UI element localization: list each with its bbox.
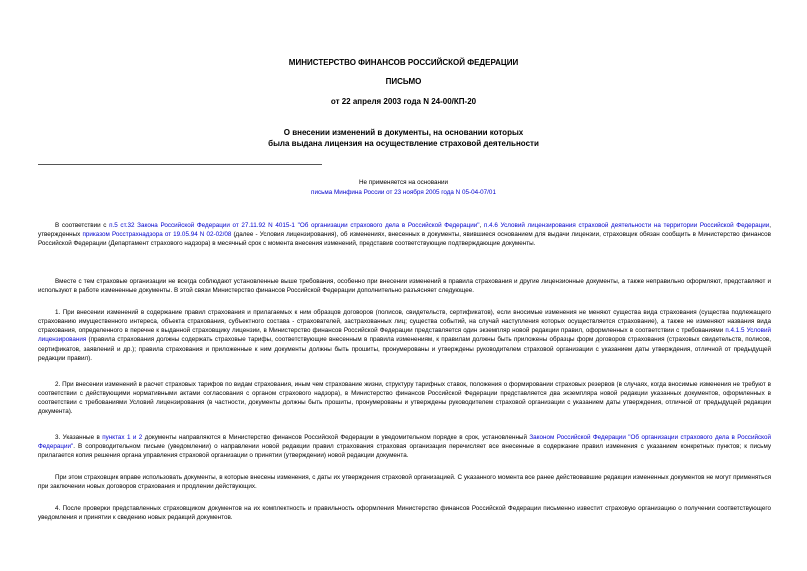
licensing-conditions-link[interactable]: п.4.6 Условий лицензирования страховой деятельности на территории Российской Федерации bbox=[483, 222, 770, 229]
status-note-text: Не применяется на основании bbox=[358, 179, 448, 186]
document-type: ПИСЬМО bbox=[385, 77, 422, 86]
paragraph-item-4: 4. После проверки представленных страховщиком документов на их комплектность и правильность оформления Министерство финансов Российской Федерации письменно известит страховую организацию о получении соответствующего уведомления и принятии к сведению новых редакций документов. bbox=[38, 505, 771, 522]
paragraph-clarification: Вместе с тем страховые организации не всегда соблюдают установленные выше требования, особенно при внесении изменений в правила страхования и другие лицензионные документы, а также неправильно оформляют, представляют и используют в работе измененные документы. В этой связи Министерство финансов Российской Федерации дополнительно разъясняет следующее. bbox=[38, 278, 771, 295]
ministry-heading: МИНИСТЕРСТВО ФИНАНСОВ РОССИЙСКОЙ ФЕДЕРАЦИИ bbox=[288, 58, 519, 67]
paragraph-item-2: 2. При внесении изменений в расчет страховых тарифов по видам страхования, иным чем страхование жизни, структуру тарифных ставок, положения о формировании страховых резервов (в случаях, когда вносимые изменения не требуют в соответствии с действующими нормативными актами согласования с органом страхового надзора), в Министерство финансов Российской Федерации представляется два экземпляра новой редакции указанных документов, оформленных в соответствии с требованиями Условий лицензирования (в частности, документы должны быть прошиты, пронумерованы и утверждены руководителем страховой организации с указанием даты утверждения, отличной от предыдущей редакции документа). bbox=[38, 381, 771, 416]
document-date-number: от 22 апреля 2003 года N 24-00/КП-20 bbox=[330, 97, 477, 106]
items-link[interactable]: пунктах 1 и 2 bbox=[102, 434, 143, 441]
paragraph-item-3: 3. Указанные в пунктах 1 и 2 документы направляются в Министерство финансов Российской Федерации в уведомительном порядке в срок, установленный Законом Российской Федерации "Об организации страхового дела в Российской Федерации". В сопроводительном письме (уведомлении) о направлении новой редакции правил страхования страховая организация перечисляет все внесенные в содержание правил изменения с указанием конкретных пунктов; к письму прилагается копия решения органа управления страховой организации о принятии (утверждении) новой редакции документа. bbox=[38, 434, 771, 460]
status-note-link-text[interactable]: письма Минфина России от 23 ноября 2005 года N 05-04-07/01 bbox=[311, 189, 496, 196]
document-title-line-2: была выдана лицензия на осуществление страховой деятельности bbox=[268, 139, 539, 148]
paragraph-item-1: 1. При внесении изменений в содержание правил страхования и прилагаемых к ним образцов договоров (полисов, свидетельств, сертификатов), если вносимые изменения не меняют существа вида страхования (существа подлежащего страхованию имущественного интереса, объекта страхования, субъектного состава - страхователей, застрахованных лиц; существа событий, на случай наступления которых осуществляется страхование), а также не изменяют названия вида страхования, определенного в перечне к выданной страховщику лицензии, в Министерство финансов Российской Федерации представляется один экземпляр новой редакции правил, оформленных в соответствии с требованиями п.4.1.5 Условий лицензирования (правила страхования должны содержать страховые тарифы, соответствующие внесенным в правила изменениям, к правилам должны быть приложены образцы форм договоров страхования (страховых свидетельств, полисов, сертификатов, заявлений и др.); правила страхования и приложенные к ним документы должны быть прошиты, пронумерованы и утверждены руководителем страховой организации с указанием даты утверждения, отличной от предыдущей редакции правил). bbox=[38, 309, 771, 362]
document-title-line-1: О внесении изменений в документы, на основании которых bbox=[283, 128, 524, 137]
insurance-law-link[interactable]: Законом Российской Федерации "Об организации страхового дела в Российской Федерации" bbox=[38, 434, 771, 451]
law-link[interactable]: п.5 ст.32 Закона Российской Федерации от 27.11.92 N 4015-1 "Об организации страхового дела в Российской Федерации" bbox=[109, 222, 480, 229]
paragraph-intro: В соответствии с п.5 ст.32 Закона Российской Федерации от 27.11.92 N 4015-1 "Об организации страхового дела в Российской Федерации", п.4.6 Условий лицензирования страховой деятельности на территории Российской Федерации, утвержденных приказом Росстрахнадзора от 19.05.94 N 02-02/08 (далее - Условия лицензирования), об изменениях, внесенных в документы, явившиеся основанием для выдачи лицензии, страховщик обязан сообщить в Министерство финансов Российской Федерации (Департамент страхового надзора) в месячный срок с момента внесения изменений, представив соответствующие подтверждающие документы. bbox=[38, 222, 772, 248]
licensing-clause-link[interactable]: п.4.1.5 Условий лицензирования bbox=[38, 327, 771, 344]
paragraph-usage: При этом страховщик вправе использовать документы, в которые внесены изменения, с даты их утверждения страховой организацией. С указанного момента все ранее действовавшие редакции измененных документов не могут применяться при заключении новых договоров страхования и продлении действующих. bbox=[38, 474, 771, 491]
order-link[interactable]: приказом Росстрахнадзора от 19.05.94 N 02-02/08 bbox=[82, 231, 232, 239]
status-note-link[interactable] bbox=[0, 188, 807, 197]
separator-line bbox=[38, 164, 322, 165]
